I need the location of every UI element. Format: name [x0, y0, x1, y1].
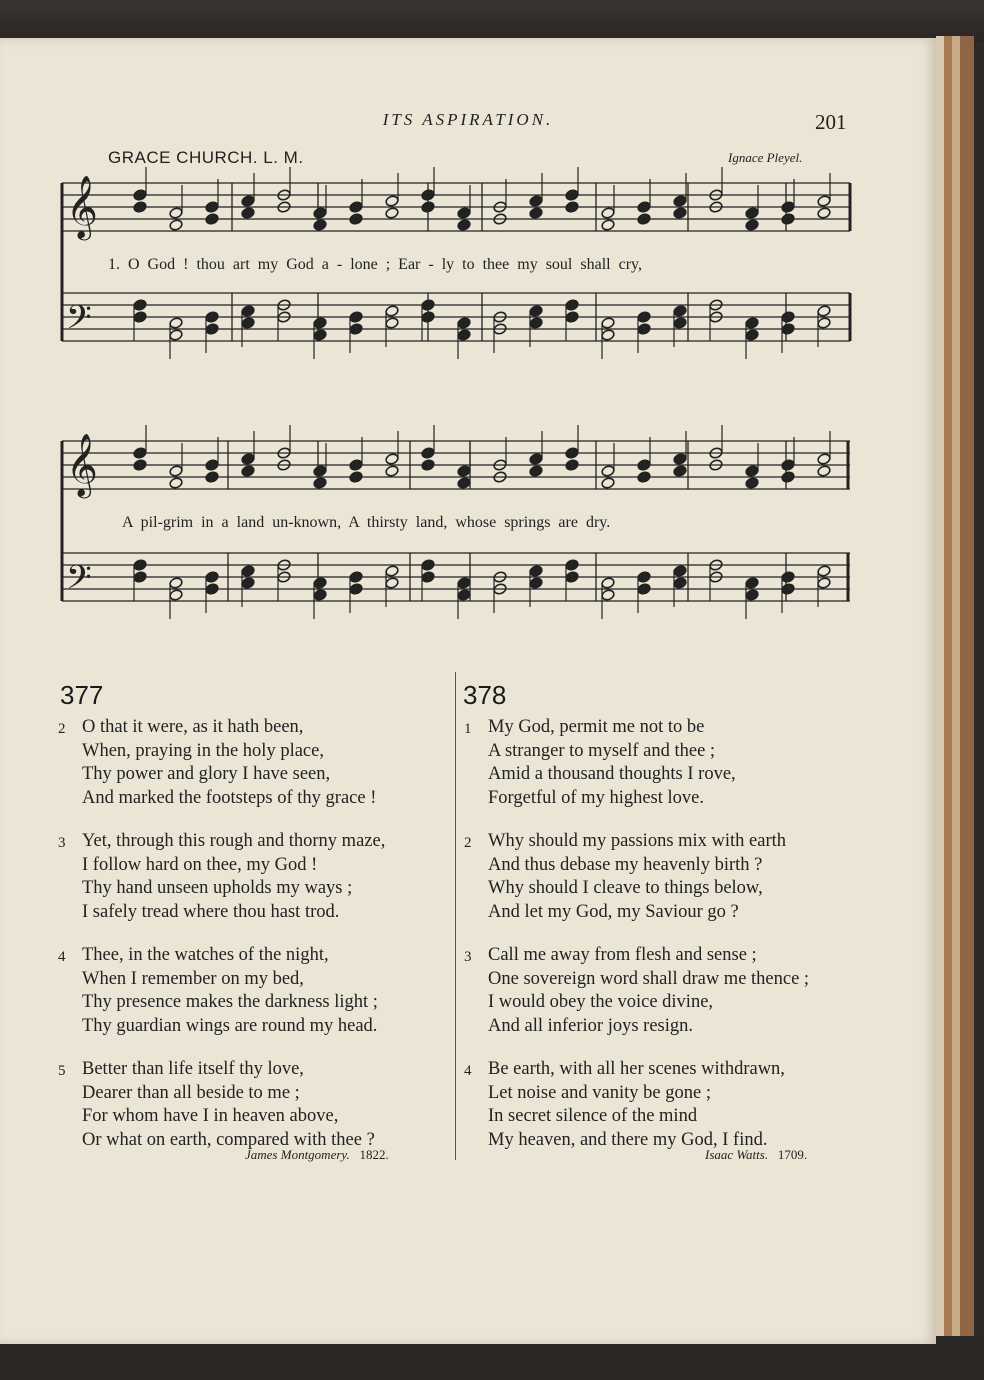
verse-line: When, praying in the holy place,: [82, 740, 324, 761]
note-head: [781, 201, 795, 214]
note-head: [241, 195, 255, 208]
note-head: [745, 219, 759, 232]
note-head: [781, 213, 795, 226]
note-head: [421, 559, 435, 572]
note-head: [673, 465, 687, 478]
year: 1709.: [777, 1147, 808, 1162]
note-head: [241, 577, 255, 590]
note-head: [637, 213, 651, 226]
stanza-number: 3: [58, 835, 66, 851]
note-head: [529, 195, 543, 208]
verse-line: Let noise and vanity be gone ;: [488, 1082, 711, 1103]
note-head: [565, 311, 579, 324]
note-head: [781, 323, 795, 336]
note-head: [421, 189, 435, 202]
bass-clef: 𝄢: [66, 559, 92, 605]
tune-composer: Ignace Pleyel.: [728, 150, 803, 165]
stanza-number: 1: [464, 721, 472, 737]
note-head: [565, 447, 579, 460]
lyric-line-2: A pil-grim in a land un-known, A thirsty land, whose springs are dry.: [122, 514, 611, 531]
treble-clef: 𝄞: [66, 433, 98, 496]
note-head: [817, 453, 831, 466]
note-head: [745, 329, 759, 342]
note-head: [349, 583, 363, 596]
note-head: [529, 317, 543, 330]
hymn-number-377: 377: [60, 680, 104, 710]
bass-clef: 𝄢: [66, 299, 92, 345]
year: 1822.: [359, 1147, 389, 1162]
verse-line: Thy presence makes the darkness light ;: [82, 992, 378, 1012]
note-head: [385, 565, 399, 578]
note-head: [421, 447, 435, 460]
note-head: [313, 219, 327, 232]
verse-line: My God, permit me not to be: [488, 717, 705, 737]
stanza-number: 4: [58, 949, 66, 965]
verse-line: Thy guardian wings are round my head.: [82, 1015, 378, 1036]
note-head: [817, 317, 831, 330]
verse-line: One sovereign word shall draw me thence ;: [488, 968, 810, 989]
note-head: [673, 453, 687, 466]
note-head: [745, 577, 759, 590]
verse-line: Why should my passions mix with earth: [488, 831, 787, 851]
note-head: [241, 453, 255, 466]
note-head: [457, 589, 471, 602]
note-head: [313, 589, 327, 602]
verse-line: Why should I cleave to things below,: [488, 878, 763, 898]
note-head: [529, 305, 543, 318]
note-head: [601, 207, 615, 220]
note-head: [241, 305, 255, 318]
verse-line: Thy power and glory I have seen,: [82, 764, 331, 784]
note-head: [457, 317, 471, 330]
note-head: [133, 189, 147, 202]
note-head: [169, 477, 183, 490]
note-head: [205, 471, 219, 484]
note-head: [349, 459, 363, 472]
verse-line: Or what on earth, compared with thee ?: [82, 1129, 375, 1150]
note-head: [133, 201, 147, 214]
note-head: [169, 317, 183, 330]
note-head: [637, 311, 651, 324]
note-head: [205, 311, 219, 324]
note-head: [637, 571, 651, 584]
note-head: [457, 577, 471, 590]
note-head: [673, 565, 687, 578]
note-head: [817, 565, 831, 578]
note-head: [133, 447, 147, 460]
lyric-line-1: 1. O God ! thou art my God a - lone ; Ear - ly to thee my soul shall cry,: [108, 256, 642, 273]
note-head: [745, 317, 759, 330]
note-head: [601, 317, 615, 330]
note-head: [349, 213, 363, 226]
note-head: [313, 329, 327, 342]
note-head: [385, 577, 399, 590]
note-head: [781, 311, 795, 324]
note-head: [133, 299, 147, 312]
note-head: [169, 329, 183, 342]
verse-line: My heaven, and there my God, I find.: [488, 1129, 768, 1150]
note-head: [385, 317, 399, 330]
note-head: [421, 299, 435, 312]
note-head: [133, 459, 147, 472]
note-head: [205, 213, 219, 226]
note-head: [601, 219, 615, 232]
note-head: [673, 195, 687, 208]
verse-line: And all inferior joys resign.: [488, 1015, 693, 1036]
note-head: [601, 589, 615, 602]
note-head: [385, 305, 399, 318]
note-head: [637, 201, 651, 214]
stanza: [464, 1058, 864, 1152]
verse-line: Thy hand unseen upholds my ways ;: [82, 878, 353, 898]
note-head: [133, 311, 147, 324]
treble-clef: 𝄞: [66, 175, 98, 238]
note-head: [817, 577, 831, 590]
verse-line: A stranger to myself and thee ;: [488, 740, 716, 761]
note-head: [673, 317, 687, 330]
note-head: [673, 207, 687, 220]
note-head: [781, 583, 795, 596]
note-head: [421, 571, 435, 584]
verse-line: I follow hard on thee, my God !: [82, 854, 318, 875]
note-head: [349, 201, 363, 214]
note-head: [205, 583, 219, 596]
note-head: [601, 465, 615, 478]
note-head: [169, 219, 183, 232]
verse-line: I would obey the voice divine,: [488, 992, 714, 1012]
verse-line: And thus debase my heavenly birth ?: [488, 854, 763, 875]
note-head: [673, 577, 687, 590]
note-head: [565, 559, 579, 572]
verse-line: And marked the footsteps of thy grace !: [82, 787, 377, 808]
note-head: [637, 583, 651, 596]
stanza: [464, 944, 864, 1038]
note-head: [205, 323, 219, 336]
stanza-number: 2: [58, 721, 66, 737]
note-head: [745, 477, 759, 490]
stanza: [58, 716, 458, 810]
note-head: [241, 207, 255, 220]
note-head: [169, 465, 183, 478]
note-head: [565, 189, 579, 202]
note-head: [241, 317, 255, 330]
stanza: [464, 716, 864, 810]
verse-line: I safely tread where thou hast trod.: [82, 901, 340, 922]
stanza-number: 4: [464, 1063, 472, 1079]
hymn-377-attribution: [245, 1147, 389, 1163]
verse-line: And let my God, my Saviour go ?: [488, 901, 739, 922]
note-head: [745, 207, 759, 220]
hymn-378-attribution: [705, 1147, 807, 1163]
note-head: [349, 471, 363, 484]
note-head: [637, 459, 651, 472]
note-head: [241, 565, 255, 578]
note-head: [529, 465, 543, 478]
note-head: [637, 323, 651, 336]
note-head: [457, 477, 471, 490]
note-head: [673, 305, 687, 318]
verse-line: In secret silence of the mind: [488, 1106, 698, 1126]
music-score: [0, 0, 984, 680]
stanza-number: 2: [464, 835, 472, 851]
note-head: [385, 453, 399, 466]
note-head: [781, 571, 795, 584]
verse-line: Amid a thousand thoughts I rove,: [488, 764, 736, 784]
note-head: [565, 571, 579, 584]
verse-line: Better than life itself thy love,: [82, 1059, 304, 1079]
note-head: [133, 559, 147, 572]
stanza: [58, 944, 458, 1038]
note-head: [169, 589, 183, 602]
verse-line: Forgetful of my highest love.: [488, 787, 704, 808]
note-head: [421, 459, 435, 472]
note-head: [169, 577, 183, 590]
verse-line: O that it were, as it hath been,: [82, 717, 304, 737]
note-head: [781, 459, 795, 472]
note-head: [529, 453, 543, 466]
verse-line: Be earth, with all her scenes withdrawn,: [488, 1059, 785, 1079]
note-head: [349, 571, 363, 584]
note-head: [529, 577, 543, 590]
stanza-number: 3: [464, 949, 472, 965]
note-head: [637, 471, 651, 484]
note-head: [313, 207, 327, 220]
note-head: [781, 471, 795, 484]
verse-line: Yet, through this rough and thorny maze,: [82, 831, 386, 851]
note-head: [313, 477, 327, 490]
note-head: [421, 311, 435, 324]
verse-line: When I remember on my bed,: [82, 968, 304, 989]
note-head: [529, 207, 543, 220]
note-head: [601, 577, 615, 590]
note-head: [169, 207, 183, 220]
note-head: [565, 459, 579, 472]
hymn-number-378: 378: [463, 680, 507, 710]
note-head: [457, 329, 471, 342]
note-head: [241, 465, 255, 478]
note-head: [133, 571, 147, 584]
note-head: [349, 323, 363, 336]
tune-name: GRACE CHURCH. L. M.: [108, 148, 304, 167]
note-head: [421, 201, 435, 214]
note-head: [529, 565, 543, 578]
stanza: [58, 1058, 458, 1152]
author: James Montgomery.: [245, 1147, 350, 1162]
note-head: [205, 459, 219, 472]
author: Isaac Watts.: [705, 1147, 769, 1162]
running-title: ITS ASPIRATION.: [382, 110, 554, 129]
note-head: [565, 299, 579, 312]
note-head: [313, 577, 327, 590]
note-head: [457, 219, 471, 232]
note-head: [205, 571, 219, 584]
note-head: [817, 305, 831, 318]
stanza: [464, 830, 864, 924]
note-head: [817, 207, 831, 220]
note-head: [349, 311, 363, 324]
note-head: [385, 207, 399, 220]
verse-line: Call me away from flesh and sense ;: [488, 945, 757, 965]
note-head: [817, 195, 831, 208]
stanza: [58, 830, 458, 924]
stanza-number: 5: [58, 1063, 66, 1079]
note-head: [601, 477, 615, 490]
note-head: [385, 465, 399, 478]
verse-line: For whom have I in heaven above,: [82, 1106, 339, 1126]
page-number: 201: [815, 110, 847, 134]
note-head: [601, 329, 615, 342]
note-head: [817, 465, 831, 478]
note-head: [457, 207, 471, 220]
note-head: [313, 317, 327, 330]
note-head: [745, 465, 759, 478]
note-head: [745, 589, 759, 602]
note-head: [565, 201, 579, 214]
note-head: [313, 465, 327, 478]
note-head: [385, 195, 399, 208]
note-head: [205, 201, 219, 214]
note-head: [457, 465, 471, 478]
verse-line: Dearer than all beside to me ;: [82, 1082, 300, 1103]
verse-line: Thee, in the watches of the night,: [82, 945, 329, 965]
